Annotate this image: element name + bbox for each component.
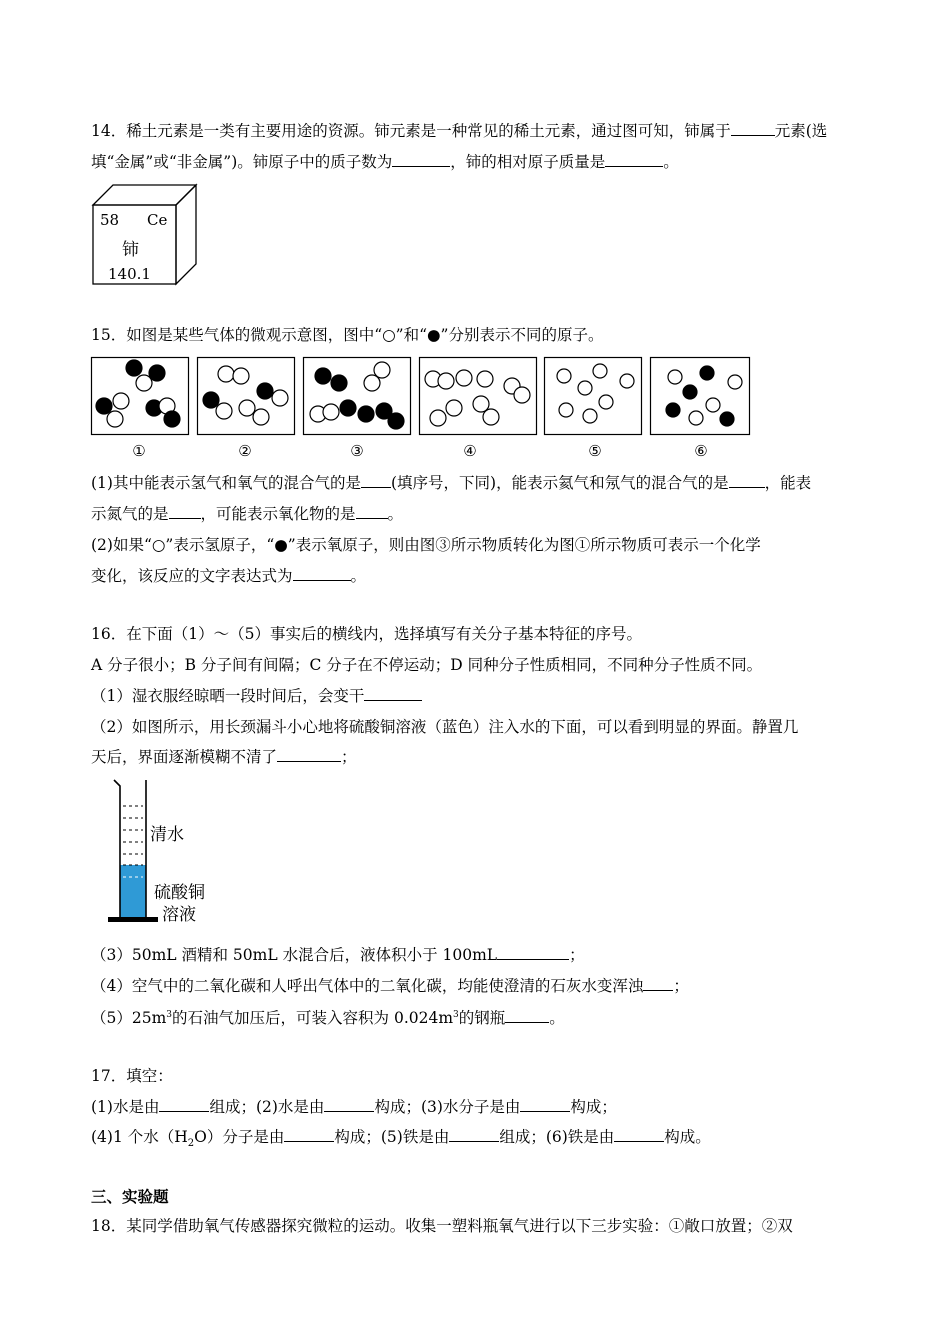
answer-blank bbox=[505, 1008, 549, 1023]
answer-blank bbox=[284, 1127, 334, 1142]
q17-line-1: (1)水是由 组成；(2)水是由 构成；(3)水分子是由 构成； bbox=[91, 1098, 617, 1116]
atomic-mass: 140.1 bbox=[108, 265, 151, 283]
water-label: 清水 bbox=[150, 825, 184, 845]
q14-line-2: 填“金属”或“非金属”)。铈原子中的质子数为 ，铈的相对原子质量是 。 bbox=[91, 153, 679, 171]
q16-statement-2-line2: 天后，界面逐渐模糊不清了 ； bbox=[91, 748, 357, 766]
answer-blank bbox=[497, 945, 569, 960]
q16-statement-3: （3）50mL 酒精和 50mL 水混合后，液体积小于 100mL ； bbox=[91, 946, 585, 964]
q17-intro: 17．填空： bbox=[91, 1067, 173, 1085]
answer-blank bbox=[605, 152, 663, 167]
q15-part1-line1: (1)其中能表示氢气和氧气的混合气的是 (填序号，下同)，能表示氦气和氖气的混合气的是 ，能表 bbox=[91, 474, 812, 492]
answer-blank bbox=[159, 1097, 209, 1112]
element-name: 铈 bbox=[122, 240, 139, 260]
q15-part1-line2: 示氮气的是 ，可能表示氧化物的是 。 bbox=[91, 505, 404, 523]
graduated-cylinder bbox=[100, 778, 160, 930]
answer-blank bbox=[392, 152, 450, 167]
answer-blank bbox=[643, 976, 673, 991]
answer-blank bbox=[449, 1127, 499, 1142]
element-cell-figure bbox=[91, 183, 211, 287]
q17-line-2: (4)1 个水$(H_2O)$分子是由 构成；(5)铁是由 组成；(6)铁是由 构成。 bbox=[91, 1128, 711, 1150]
answer-blank bbox=[729, 473, 765, 488]
q15-part2-line1: (2)如果“○”表示氢原子，“●”表示氧原子，则由图③所示物质转化为图①所示物质可表示一个化学 bbox=[91, 536, 761, 554]
solution-label-1: 硫酸铜 bbox=[154, 883, 205, 903]
q16-statement-5: $(5)25m^3$的石油气加压后，可装入容积为 $0.024m^3$的钢瓶 。 bbox=[91, 1009, 565, 1027]
diagram-label-3: ③ bbox=[350, 442, 364, 460]
answer-blank bbox=[361, 473, 391, 488]
gas-particle-diagrams bbox=[90, 356, 760, 440]
q16-statement-4: （4）空气中的二氧化碳和人呼出气体中的二氧化碳，均能使澄清的石灰水变浑浊 ； bbox=[91, 977, 689, 995]
q16-statement-2-line1: （2）如图所示，用长颈漏斗小心地将硫酸铜溶液（蓝色）注入水的下面，可以看到明显的界面。静置几 bbox=[91, 718, 799, 736]
q18-line-1: 18．某同学借助氧气传感器探究微粒的运动。收集一塑料瓶氧气进行以下三步实验：①敞口放置；②双 bbox=[91, 1217, 793, 1235]
answer-blank bbox=[614, 1127, 664, 1142]
answer-blank bbox=[364, 686, 422, 701]
atomic-number: 58 bbox=[100, 211, 120, 229]
q14-line-1: 14．稀土元素是一类有主要用途的资源。铈元素是一种常见的稀土元素，通过图可知，铈属于 元素(选 bbox=[91, 122, 828, 140]
answer-blank bbox=[731, 121, 775, 136]
solution-label-2: 溶液 bbox=[162, 905, 196, 925]
q16-options: A 分子很小；B 分子间有间隔；C 分子在不停运动；D 同种分子性质相同，不同种分子性质不同。 bbox=[91, 656, 763, 674]
diagram-label-2: ② bbox=[238, 442, 252, 460]
answer-blank bbox=[520, 1097, 570, 1112]
section-heading: 三、实验题 bbox=[91, 1188, 169, 1206]
q15-part2-line2: 变化，该反应的文字表达式为 。 bbox=[91, 567, 367, 585]
diagram-label-4: ④ bbox=[463, 442, 477, 460]
answer-blank bbox=[293, 566, 351, 581]
answer-blank bbox=[277, 747, 341, 762]
cylinder-figure bbox=[100, 778, 230, 930]
q15-intro: 15．如图是某些气体的微观示意图，图中“○”和“●”分别表示不同的原子。 bbox=[91, 326, 604, 344]
diagram-label-5: ⑤ bbox=[588, 442, 602, 460]
diagram-label-1: ① bbox=[132, 442, 146, 460]
answer-blank bbox=[356, 504, 388, 519]
element-symbol: Ce bbox=[147, 211, 168, 229]
answer-blank bbox=[324, 1097, 374, 1112]
diagram-label-6: ⑥ bbox=[694, 442, 708, 460]
q16-statement-1: （1）湿衣服经晾晒一段时间后，会变干 bbox=[91, 686, 871, 706]
answer-blank bbox=[169, 504, 201, 519]
q16-intro: 16．在下面（1）～（5）事实后的横线内，选择填写有关分子基本特征的序号。 bbox=[91, 625, 642, 643]
